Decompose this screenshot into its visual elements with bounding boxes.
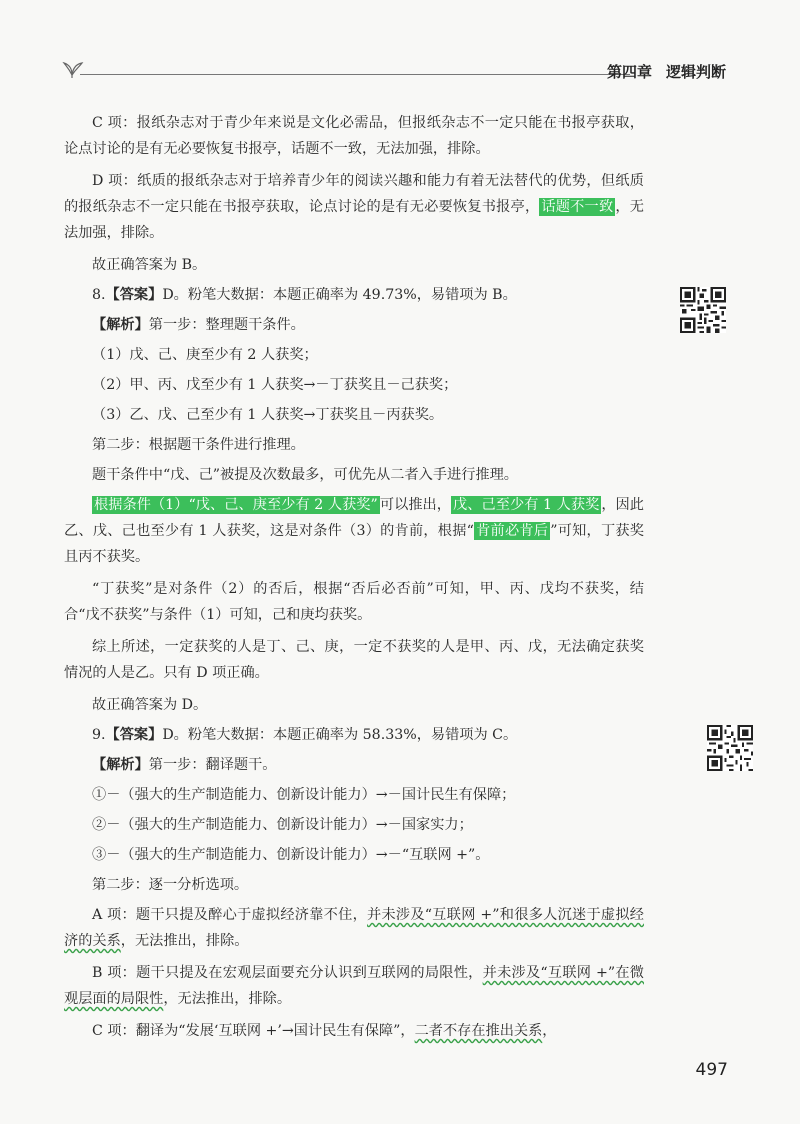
- condition-1: （1）戊、己、庚至少有 2 人获奖；: [92, 347, 318, 363]
- condition-3: （3）乙、戊、己至少有 1 人获奖→丁获奖且－丙获奖。: [92, 407, 444, 423]
- chapter-label: 第四章: [606, 63, 652, 81]
- highlight-condition: 根据条件（1）“戊、己、庚至少有 2 人获奖”: [94, 497, 378, 513]
- option-b: B 项：题干只提及在宏观层面要充分认识到互联网的局限性，并未涉及“互联网 +”在微观层面的局限性，无法推出，排除。: [64, 965, 644, 1007]
- step-two-b: 第二步：逐一分析选项。: [92, 877, 249, 893]
- chapter-name: 逻辑判断: [665, 63, 726, 81]
- qr-code-icon[interactable]: [707, 725, 753, 771]
- analysis-tag: 【解析】: [92, 757, 149, 773]
- summary: 综上所述，一定获奖的人是丁、己、庚，一定不获奖的人是甲、丙、戊，无法确定获奖情况的人是乙。只有 D 项正确。: [64, 639, 644, 681]
- q8-answer: 8.【答案】D。粉笔大数据：本题正确率为 49.73%，易错项为 B。: [92, 287, 517, 303]
- page-body: [64, 110, 644, 1050]
- option-a: A 项：题干只提及醉心于虚拟经济靠不住，并未涉及“互联网 +”和很多人沉迷于虚拟经济的关系，无法推出，排除。: [64, 907, 644, 949]
- highlight-topic: 话题不一致: [541, 199, 614, 215]
- highlight-rule: 肯前必肯后: [475, 523, 549, 539]
- underline-a: 并未涉及“互联网 +”和很多人沉迷于虚拟经济的关系: [64, 907, 644, 949]
- condition-2: （2）甲、丙、戊至少有 1 人获奖→－丁获奖且－己获奖；: [92, 377, 458, 393]
- q8-analysis: 【解析】第一步：整理题干条件。: [92, 317, 305, 333]
- q9-analysis: 【解析】第一步：翻译题干。: [92, 757, 277, 773]
- underline-c: 二者不存在推出关系: [414, 1023, 543, 1039]
- step-two: 第二步：根据题干条件进行推理。: [92, 437, 305, 453]
- inference-3: “丁获奖”是对条件（2）的否后，根据“否后必否前”可知，甲、丙、戊均不获奖，结合“戊不获奖”与条件（1）可知，己和庚均获奖。: [64, 581, 644, 623]
- analysis-tag: 【解析】: [92, 317, 149, 333]
- sprout-icon: [58, 55, 88, 79]
- q9-answer: 9.【答案】D。粉笔大数据：本题正确率为 58.33%，易错项为 C。: [92, 727, 518, 743]
- answer-line-7: 故正确答案为 B。: [92, 257, 207, 273]
- chapter-title: [607, 61, 726, 82]
- translation-3: ③－（强大的生产制造能力、创新设计能力）→－“互联网 +”。: [92, 847, 490, 863]
- header-rule: [80, 74, 630, 75]
- answer-tag: 【答案】: [105, 287, 163, 303]
- inference-1: 题干条件中“戊、己”被提及次数最多，可优先从二者入手进行推理。: [92, 467, 518, 483]
- paragraph-d: D 项：纸质的报纸杂志对于培养青少年的阅读兴趣和能力有着无法替代的优势，但纸质的报纸杂志不一定只能在书报亭获取，论点讨论的是有无必要恢复书报亭， 话题不一致 ，无法加强，排除。: [64, 173, 644, 241]
- translation-1: ①－（强大的生产制造能力、创新设计能力）→－国计民生有保障；: [92, 787, 516, 803]
- option-c: C 项：翻译为“发展‘互联网 +’→国计民生有保障”，二者不存在推出关系，: [92, 1023, 557, 1039]
- qr-code-icon[interactable]: [680, 287, 726, 333]
- answer-line-8: 故正确答案为 D。: [92, 697, 208, 713]
- paragraph-c: C 项：报纸杂志对于青少年来说是文化必需品，但报纸杂志不一定只能在书报亭获取，论点讨论的是有无必要恢复书报亭，话题不一致，无法加强，排除。: [64, 115, 644, 157]
- highlight-result: 戊、己至少有 1 人获奖: [453, 497, 600, 513]
- underline-b: 并未涉及“互联网 +”在微观层面的局限性: [64, 965, 644, 1007]
- page-number: 497: [695, 1060, 728, 1080]
- inference-2: 根据条件（1）“戊、己、庚至少有 2 人获奖” 可以推出， 戊、己至少有 1 人获奖 ，因此乙、戊、己也至少有 1 人获奖，这是对条件（3）的肯前，根据“ 肯前必肯后 ”可知，丁获奖且丙不获奖。: [64, 497, 644, 565]
- answer-tag: 【答案】: [105, 727, 163, 743]
- page-header: [58, 55, 726, 85]
- translation-2: ②－（强大的生产制造能力、创新设计能力）→－国家实力；: [92, 817, 473, 833]
